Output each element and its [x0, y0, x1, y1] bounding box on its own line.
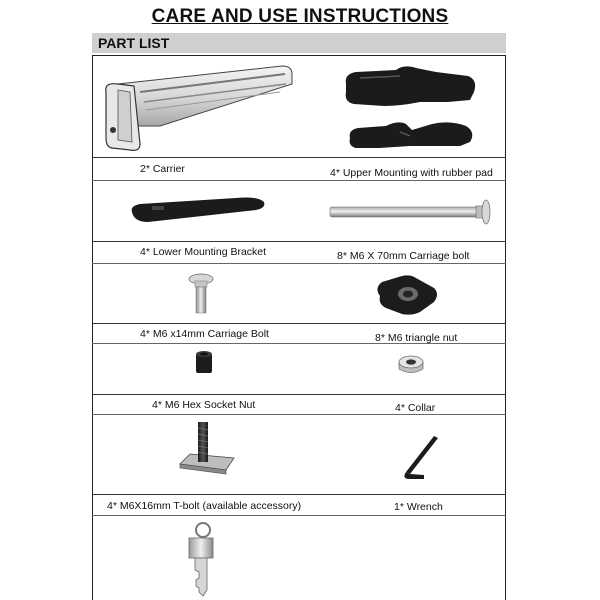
- collar-icon: [396, 352, 426, 378]
- lower-mounting-bracket-icon: [128, 192, 268, 226]
- row-divider: [92, 394, 506, 395]
- carriage-bolt-short-icon: [186, 272, 216, 316]
- triangle-nut-icon: [372, 272, 442, 318]
- hex-socket-nut-icon: [193, 349, 215, 375]
- section-title: PART LIST: [98, 35, 170, 51]
- part-label: 4* Lower Mounting Bracket: [140, 246, 267, 258]
- wrench-icon: [400, 432, 444, 482]
- part-label: 4* M6X16mm T-bolt (available accessory): [107, 500, 302, 512]
- row-divider: [92, 241, 506, 242]
- carriage-bolt-long-icon: [326, 198, 496, 228]
- upper-mounting-icon: [340, 62, 480, 154]
- row-divider: [92, 157, 506, 158]
- part-label: 2* Carrier: [140, 163, 185, 175]
- part-label: 4* Upper Mounting with rubber pad: [330, 167, 493, 179]
- part-label: 1* Wrench: [394, 501, 443, 513]
- part-list-header: [92, 33, 506, 53]
- t-bolt-icon: [176, 418, 238, 480]
- key-icon: [183, 520, 219, 600]
- part-label: 4* M6 Hex Socket Nut: [152, 399, 256, 411]
- page-title: CARE AND USE INSTRUCTIONS: [151, 6, 449, 27]
- row-divider: [92, 494, 506, 495]
- part-label: 8* M6 X 70mm Carriage bolt: [337, 250, 470, 262]
- row-divider: [92, 414, 506, 415]
- row-divider: [92, 323, 506, 324]
- part-label: 4* M6 x14mm Carriage Bolt: [140, 328, 269, 340]
- part-label: 8* M6 triangle nut: [375, 332, 458, 344]
- row-divider: [92, 180, 506, 181]
- row-divider: [92, 263, 506, 264]
- row-divider: [92, 515, 506, 516]
- carrier-icon: [100, 62, 295, 154]
- part-label: 4* Collar: [395, 402, 436, 414]
